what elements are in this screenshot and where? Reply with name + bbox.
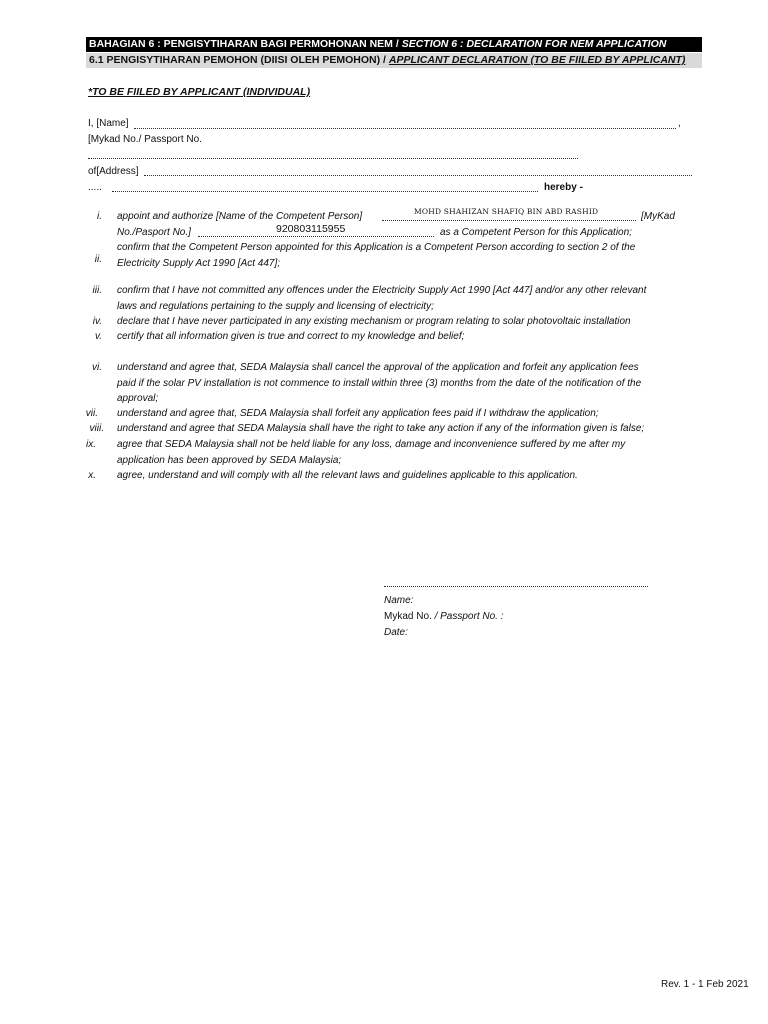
- competent-person-name-field[interactable]: [382, 220, 636, 221]
- revision-footer: Rev. 1 - 1 Feb 2021: [661, 979, 749, 990]
- decl-iii-line2: laws and regulations pertaining to the supply and licensing of electricity;: [117, 301, 434, 312]
- decl-num-ii: ii.: [94, 254, 102, 265]
- name-comma: ,: [678, 118, 681, 129]
- subsection-title-ms: 6.1 PENGISYTIHARAN PEMOHON (DIISI OLEH PEMOHON): [89, 54, 381, 66]
- decl-i-line2: as a Competent Person for this Application;: [440, 227, 632, 238]
- decl-num-i: i.: [97, 211, 102, 222]
- decl-x-line1: agree, understand and will comply with all the relevant laws and guidelines applicable to this application.: [117, 470, 578, 481]
- decl-num-x: x.: [88, 470, 96, 481]
- signature-name-label: Name:: [384, 595, 414, 606]
- decl-v-line1: certify that all information given is true and correct to my knowledge and belief;: [117, 331, 465, 342]
- decl-num-vi: vi.: [92, 362, 102, 373]
- decl-num-iv: iv.: [92, 316, 102, 327]
- section-header: [86, 37, 702, 52]
- decl-vii-line1: understand and agree that, SEDA Malaysia shall forfeit any application fees paid if I withdraw the application;: [117, 408, 599, 419]
- signature-line[interactable]: [384, 586, 648, 587]
- signature-date-label: Date:: [384, 627, 408, 638]
- decl-num-iii: iii.: [92, 285, 102, 296]
- decl-iv-line1: declare that I have never participated in any existing mechanism or program relating to solar photovoltaic installation: [117, 316, 631, 327]
- decl-ii-line1: confirm that the Competent Person appointed for this Application is a Competent Person according to section 2 of the: [117, 242, 636, 253]
- address-label: of[Address]: [88, 166, 139, 177]
- decl-num-v: v.: [94, 331, 102, 342]
- decl-iii-line1: confirm that I have not committed any offences under the Electricity Supply Act 1990 [Act 447] and/or any other relevant: [117, 285, 647, 296]
- mykad-field[interactable]: [88, 158, 578, 159]
- competent-person-id-field[interactable]: [198, 236, 434, 237]
- decl-i-mykad: [MyKad: [641, 211, 675, 222]
- decl-vi-line3: approval;: [117, 393, 159, 404]
- decl-viii-line1: understand and agree that SEDA Malaysia shall have the right to take any action if any of the information given is false;: [117, 423, 645, 434]
- section-title-en: SECTION 6 : DECLARATION FOR NEM APPLICATION: [401, 38, 667, 50]
- decl-i-passport: No./Pasport No.]: [117, 227, 191, 238]
- address-lead-dots: .....: [88, 182, 102, 193]
- decl-num-vii: vii.: [85, 408, 98, 419]
- decl-num-ix: ix.: [86, 439, 96, 450]
- name-label: I, [Name]: [88, 118, 129, 129]
- decl-ix-line2: application has been approved by SEDA Malaysia;: [117, 455, 342, 466]
- decl-vi-line1: understand and agree that, SEDA Malaysia shall cancel the approval of the application and forfeit any application fees: [117, 362, 639, 373]
- signature-mykad-text: Mykad No.: [384, 611, 432, 622]
- mykad-label: [Mykad No./ Passport No.: [88, 134, 202, 145]
- subsection-title-en: APPLICANT DECLARATION (TO BE FIILED BY APPLICANT): [388, 54, 686, 66]
- decl-i-line1: appoint and authorize [Name of the Competent Person]: [117, 211, 363, 222]
- decl-vi-line2: paid if the solar PV installation is not commence to install within three (3) months from the date of the notification of the: [117, 378, 642, 389]
- section-title-ms: BAHAGIAN 6 : PENGISYTIHARAN BAGI PERMOHONAN NEM: [89, 38, 393, 50]
- name-field[interactable]: [134, 128, 676, 129]
- subsection-header: 6.1 PENGISYTIHARAN PEMOHON (DIISI OLEH PEMOHON) / APPLICANT DECLARATION (TO BE FIILED BY APPLICANT): [86, 53, 702, 68]
- hereby-label: hereby -: [544, 182, 583, 193]
- signature-mykad-label: [384, 611, 504, 622]
- decl-ix-line1: agree that SEDA Malaysia shall not be held liable for any loss, damage and inconvenience suffered by me after my: [117, 439, 626, 450]
- individual-title: *TO BE FIILED BY APPLICANT (INDIVIDUAL): [88, 86, 311, 98]
- section-separator: /: [392, 38, 402, 50]
- address-field-1[interactable]: [144, 175, 692, 176]
- signature-passport-text: / Passport No. :: [431, 611, 504, 622]
- decl-num-viii: viii.: [89, 423, 104, 434]
- decl-ii-line2: Electricity Supply Act 1990 [Act 447];: [117, 258, 281, 269]
- competent-person-id-value: 920803115955: [276, 223, 346, 235]
- competent-person-name-value: MOHD SHAHIZAN SHAFIQ BIN ABD RASHID: [414, 207, 599, 216]
- address-field-2[interactable]: [112, 191, 538, 192]
